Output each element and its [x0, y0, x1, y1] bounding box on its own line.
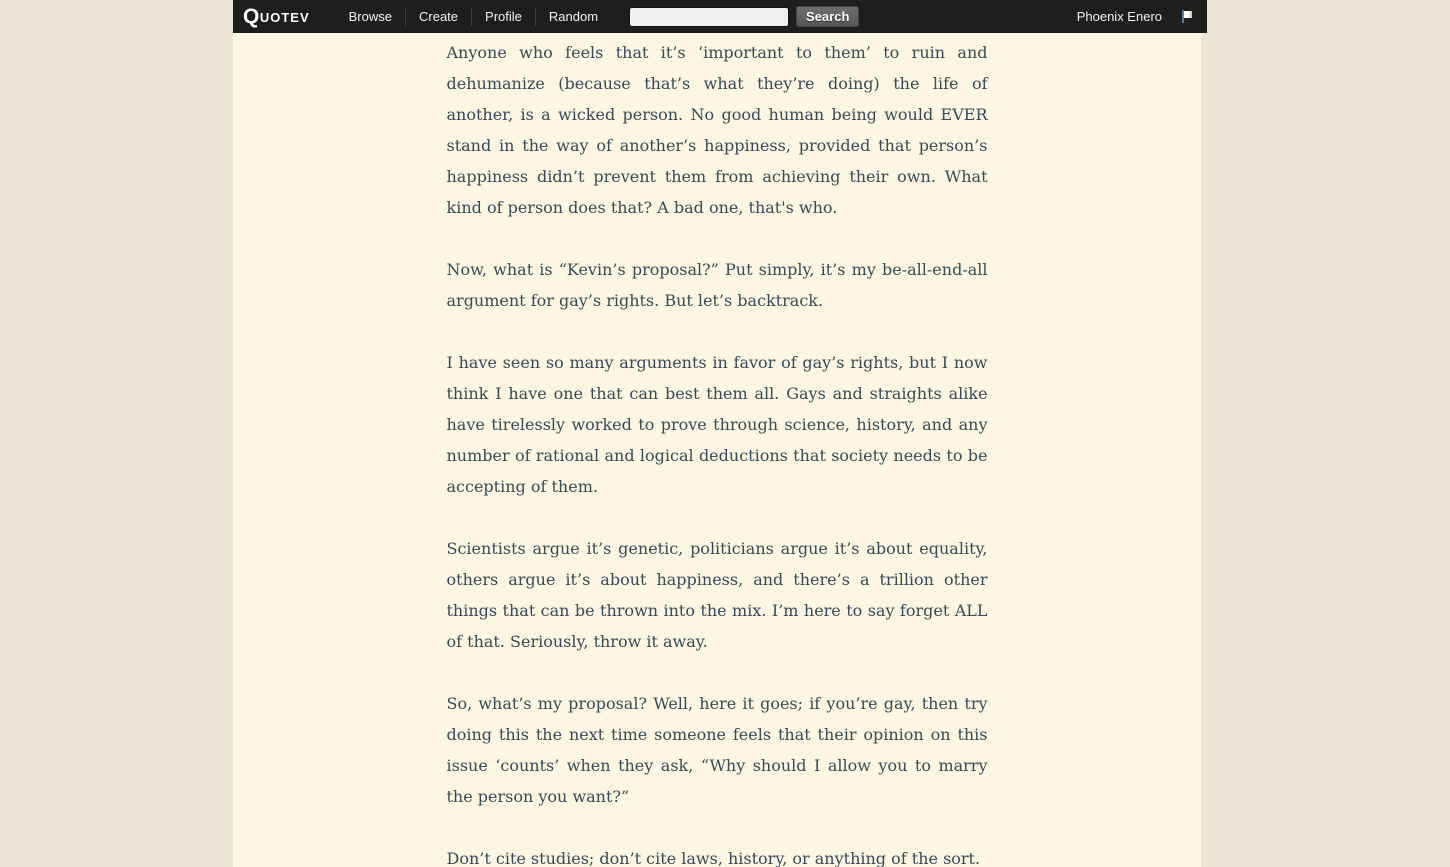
article-paragraph: Scientists argue it’s genetic, politicians argue it’s about equality, others argue it’s about happiness, and there’s a trillion other things that can be thrown into the mix. I’m here to say forget ALL of that. Seriously, throw it away. — [446, 539, 988, 651]
nav-item-create[interactable]: Create — [405, 8, 471, 26]
search-input[interactable] — [629, 7, 789, 27]
article-paragraph: Don’t cite studies; don’t cite laws, history, or anything of the sort. — [446, 849, 981, 867]
article-paragraph: I have seen so many arguments in favor of gay’s rights, but I now think I have one that can best them all. Gays and straights alike have tirelessly worked to prove through science, history, and any number of rational and logical deductions that society needs to be accepting of them. — [446, 353, 988, 496]
nav-item-profile[interactable]: Profile — [471, 8, 535, 26]
nav-item-browse[interactable]: Browse — [348, 8, 392, 24]
flag-banner — [1184, 11, 1192, 18]
nav-item-random[interactable]: Random — [535, 8, 611, 26]
article-paragraph: Anyone who feels that it’s ‘important to them’ to ruin and dehumanize (because that’s what they’re doing) the life of another, is a wicked person. No good human being would EVER stand in the way of another’s happiness, provided that person’s happiness didn’t prevent them from achieving their own. What kind of person does that? A bad one, that's who. — [446, 43, 988, 217]
navbar — [233, 0, 1207, 33]
quotev-logo[interactable] — [243, 5, 310, 29]
article-paragraph: Now, what is “Kevin’s proposal?” Put simply, it’s my be-all-end-all argument for gay’s rights. But let’s backtrack. — [446, 260, 988, 310]
search-form — [629, 6, 859, 27]
username-link[interactable]: Phoenix Enero — [1076, 9, 1162, 24]
quotev-logo-rest: UOTEV — [259, 9, 310, 25]
site-container — [233, 0, 1207, 867]
navbar-right — [1077, 9, 1193, 24]
quotev-logo-q: Q — [243, 4, 260, 28]
search-button[interactable]: Search — [796, 6, 859, 27]
nav-links — [336, 0, 611, 33]
article-text — [447, 37, 988, 867]
article-paragraph: So, what’s my proposal? Well, here it goes; if you’re gay, then try doing this the next time someone feels that their opinion on this issue ‘counts’ when they ask, “Why should I allow you to marry the person you want?” — [446, 694, 988, 806]
content-page — [233, 33, 1201, 867]
flag-icon[interactable] — [1182, 10, 1193, 23]
